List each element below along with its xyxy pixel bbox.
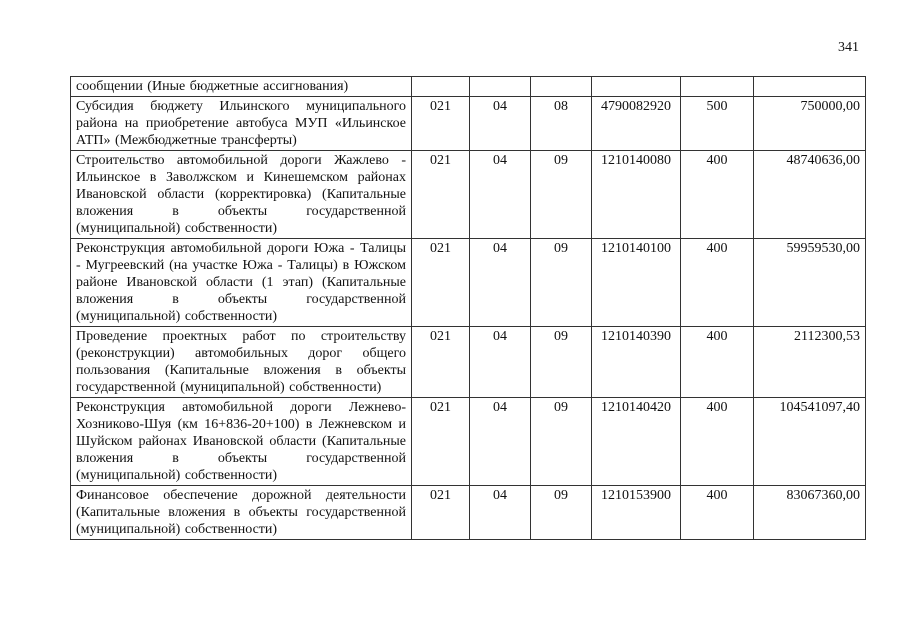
table-row: [71, 151, 866, 239]
subsection-code: 09: [531, 239, 592, 327]
amount: 104541097,40: [754, 398, 866, 486]
subsection-code: 09: [531, 151, 592, 239]
row-name: Реконструкция автомобильной дороги Южа - Талицы - Мугреевский (на участке Южа - Талицы) в Южском районе Ивановской области (1 этап) (Капитальные вложения в объекты государственной (муниципальной) собственности): [71, 239, 412, 327]
target-article-code: 1210140420: [592, 398, 681, 486]
target-article-code: 1210140080: [592, 151, 681, 239]
row-name: Проведение проектных работ по строительству (реконструкции) автомобильных дорог общего пользования (Капитальные вложения в объекты государственной (муниципальной) собственности): [71, 327, 412, 398]
target-article-code: 1210140100: [592, 239, 681, 327]
admin-code: 021: [412, 398, 470, 486]
amount: 59959530,00: [754, 239, 866, 327]
row-name: Субсидия бюджету Ильинского муниципального района на приобретение автобуса МУП «Ильинское АТП» (Межбюджетные трансферты): [71, 97, 412, 151]
admin-code: 021: [412, 97, 470, 151]
section-code: [470, 77, 531, 97]
admin-code: 021: [412, 151, 470, 239]
row-name: Финансовое обеспечение дорожной деятельности (Капитальные вложения в объекты государственной (муниципальной) собственности): [71, 486, 412, 540]
section-code: 04: [470, 327, 531, 398]
section-code: 04: [470, 97, 531, 151]
section-code: 04: [470, 151, 531, 239]
table-row: [71, 327, 866, 398]
budget-table: [70, 76, 866, 540]
subsection-code: 09: [531, 486, 592, 540]
section-code: 04: [470, 486, 531, 540]
expense-type-code: 400: [681, 486, 754, 540]
admin-code: [412, 77, 470, 97]
section-code: 04: [470, 239, 531, 327]
amount: 48740636,00: [754, 151, 866, 239]
amount: [754, 77, 866, 97]
admin-code: 021: [412, 486, 470, 540]
target-article-code: 1210153900: [592, 486, 681, 540]
expense-type-code: 400: [681, 151, 754, 239]
expense-type-code: 400: [681, 327, 754, 398]
target-article-code: [592, 77, 681, 97]
admin-code: 021: [412, 327, 470, 398]
expense-type-code: 500: [681, 97, 754, 151]
table-row: [71, 486, 866, 540]
amount: 83067360,00: [754, 486, 866, 540]
expense-type-code: 400: [681, 398, 754, 486]
target-article-code: 1210140390: [592, 327, 681, 398]
table-row: [71, 77, 866, 97]
admin-code: 021: [412, 239, 470, 327]
amount: 750000,00: [754, 97, 866, 151]
row-name: сообщении (Иные бюджетные ассигнования): [71, 77, 412, 97]
table-row: [71, 239, 866, 327]
expense-type-code: [681, 77, 754, 97]
subsection-code: 08: [531, 97, 592, 151]
subsection-code: 09: [531, 327, 592, 398]
subsection-code: [531, 77, 592, 97]
page-number: 341: [838, 40, 859, 55]
section-code: 04: [470, 398, 531, 486]
amount: 2112300,53: [754, 327, 866, 398]
table-row: [71, 97, 866, 151]
row-name: Реконструкция автомобильной дороги Лежнево-Хозниково-Шуя (км 16+836-20+100) в Лежневском и Шуйском районах Ивановской области (Капитальные вложения в объекты государственной (муниципальной) собственности): [71, 398, 412, 486]
expense-type-code: 400: [681, 239, 754, 327]
table-row: [71, 398, 866, 486]
subsection-code: 09: [531, 398, 592, 486]
row-name: Строительство автомобильной дороги Жажлево - Ильинское в Заволжском и Кинешемском районах Ивановской области (корректировка) (Капитальные вложения в объекты государственной (муниципальной) собственности): [71, 151, 412, 239]
target-article-code: 4790082920: [592, 97, 681, 151]
